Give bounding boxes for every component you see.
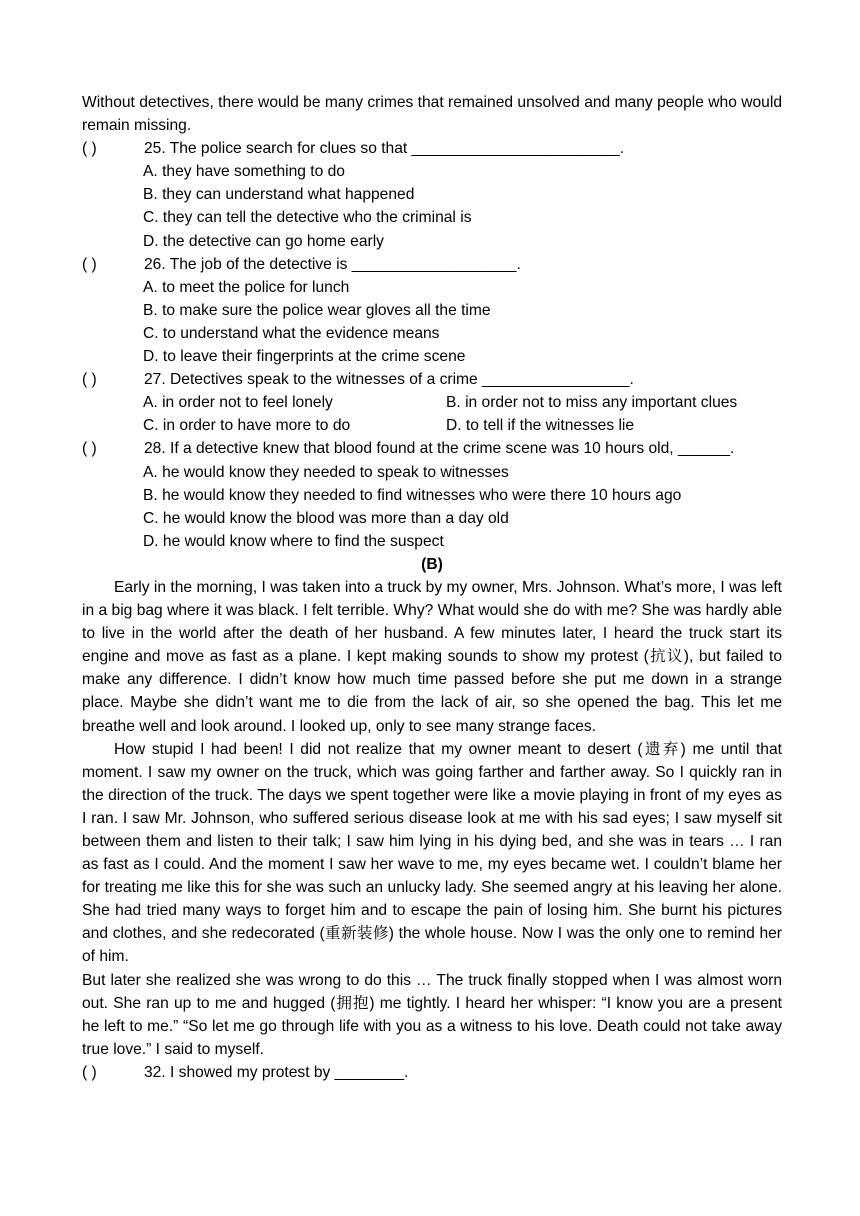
question-25: [82, 137, 782, 252]
question-32: [82, 1061, 782, 1084]
question-stem: 26. The job of the detective is ___________________.: [144, 255, 521, 273]
question-stem: 28. If a detective knew that blood found at the crime scene was 10 hours old, ______.: [144, 440, 735, 458]
section-title: (B): [421, 555, 443, 573]
answer-blank[interactable]: ( ): [82, 371, 97, 389]
option-c: C. they can tell the detective who the criminal is: [143, 209, 472, 227]
question-27: [82, 368, 782, 437]
option-d: D. he would know where to find the suspect: [143, 532, 444, 550]
option-d: D. to leave their fingerprints at the crime scene: [143, 348, 466, 366]
option-c: C. he would know the blood was more than a day old: [143, 509, 509, 527]
intro-text: Without detectives, there would be many crimes that remained unsolved and many people who would remain missing.: [82, 94, 782, 135]
option-c: C. in order to have more to do: [143, 417, 351, 435]
option-a: A. to meet the police for lunch: [143, 278, 350, 296]
option-b: B. in order not to miss any important clues: [446, 394, 738, 412]
question-26: [82, 253, 782, 368]
question-stem: 25. The police search for clues so that ________________________.: [144, 140, 625, 158]
passage-paragraph-3: But later she realized she was wrong to do this … The truck finally stopped when I was almost worn out. She ran up to me and hugged (拥抱) me tightly. I heard her whisper: “I know you are a present he left to me.” “So let me go through life with you as a witness to his love. Death could not take away true love.” I said to myself.: [82, 971, 782, 1058]
answer-blank[interactable]: ( ): [82, 255, 97, 273]
passage-paragraph-2: How stupid I had been! I did not realize that my owner meant to desert (遗弃) me until that moment. I saw my owner on the truck, which was going farther and farther away. So I quickly ran in the direction of the truck. The days we spent together were like a movie playing in front of my eyes as I ran. I saw Mr. Johnson, who suffered serious disease look at me with his sad eyes; I saw myself sit between them and listen to their talk; I saw him lying in his dying bed, and she was in tears … I ran as fast as I could. And the moment I saw her wave to me, my eyes became wet. I couldn’t blame her for treating me like this for she was such an unlucky lady. She seemed angry at his leaving her alone. She had tried many ways to forget him and to escape the pain of losing him. She burnt his pictures and clothes, and she redecorated (重新装修) the whole house. Now I was the only one to remind her of him.: [82, 740, 782, 966]
option-a: A. they have something to do: [143, 163, 345, 181]
answer-blank[interactable]: ( ): [82, 140, 97, 158]
option-a: A. he would know they needed to speak to witnesses: [143, 463, 509, 481]
question-stem: 27. Detectives speak to the witnesses of a crime _________________.: [144, 371, 634, 389]
option-d: D. to tell if the witnesses lie: [446, 417, 635, 435]
option-a: A. in order not to feel lonely: [143, 394, 333, 412]
answer-blank[interactable]: ( ): [82, 440, 97, 458]
question-28: [82, 437, 782, 552]
worksheet-page: [82, 91, 782, 1084]
option-b: B. they can understand what happened: [143, 186, 415, 204]
answer-blank[interactable]: ( ): [82, 1063, 97, 1081]
passage-paragraph-1: Early in the morning, I was taken into a truck by my owner, Mrs. Johnson. What’s more, I was left in a big bag where it was black. I felt terrible. Why? What would she do with me? She was hardly able to live in the world after the death of her husband. A few minutes later, I heard the truck start its engine and move as fast as a plane. I kept making sounds to show my protest (抗议), but failed to make any difference. I didn’t know how much time passed before she put me down in a strange place. Maybe she didn’t want me to die from the lack of air, so she opened the bag. This let me breathe well and look around. I looked up, only to see many strange faces.: [82, 578, 782, 735]
question-stem: 32. I showed my protest by ________.: [144, 1063, 409, 1081]
option-d: D. the detective can go home early: [143, 232, 384, 250]
option-c: C. to understand what the evidence means: [143, 324, 440, 342]
option-b: B. to make sure the police wear gloves all the time: [143, 301, 491, 319]
option-b: B. he would know they needed to find witnesses who were there 10 hours ago: [143, 486, 682, 504]
